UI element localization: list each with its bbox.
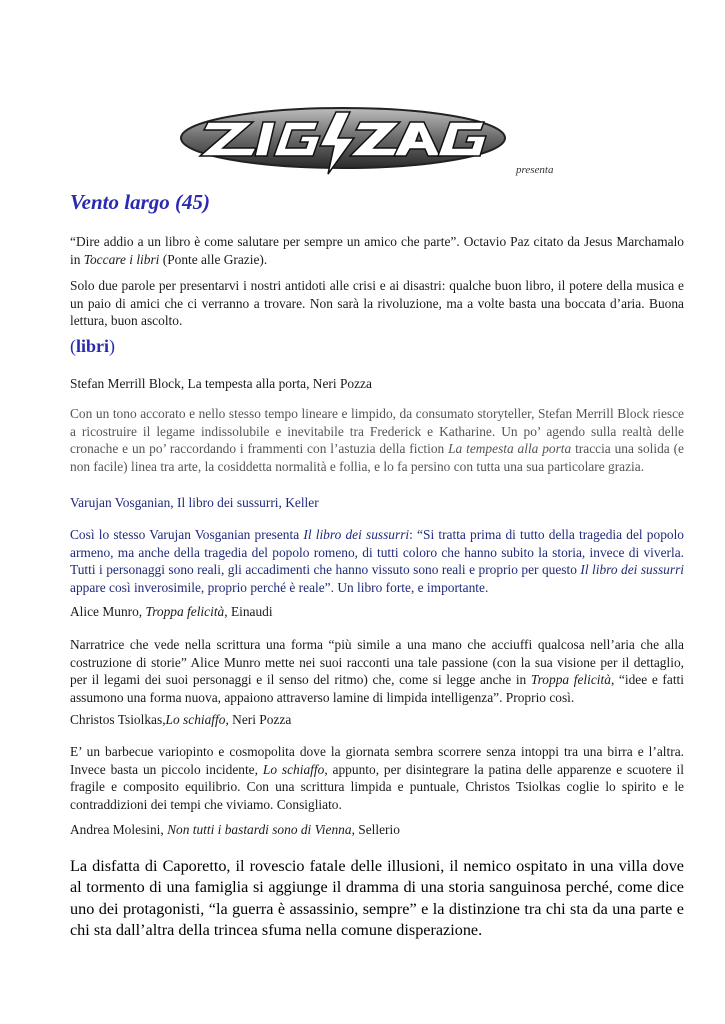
book-text-1-a: Con un tono accorato e nello stesso tempo lineare e limpido, da consumato storyteller, Stefan Merrill Block riesce a ricostruire il legame indissolubile e inevitabile tra Frederick e Katharine. Un po’ agendo sulla realtà delle cronache e un po’ raccordando i frammenti con l’astuzia della fiction — [70, 406, 684, 457]
title-close: ) — [203, 190, 211, 214]
book-text-4-a: E’ un barbecue variopinto e cosmopolita dove la giornata sembra scorrere senza intoppi tra una birra e l’altra. Invece basta un piccolo incidente, — [70, 744, 684, 777]
page-title — [70, 190, 210, 215]
book-ref-3-author: Alice Munro, — [70, 604, 146, 619]
book-text-2 — [70, 526, 684, 596]
book-ref-3-publisher: , Einaudi — [224, 604, 273, 619]
intro-paragraph: Solo due parole per presentarvi i nostri antidoti alle crisi e ai disastri: qualche buon libro, il potere della musica e un paio di amici che ci verranno a trovare. Non sarà la rivoluzione, ma a volte basta una boccata d’aria. Buona lettura, buon ascolto. — [70, 278, 684, 329]
title-main: Vento largo ( — [70, 190, 183, 214]
book-text-3-a: Narratrice che vede nella scrittura una forma “più simile a una mano che acciuffi qualcosa nell’aria che alla costruzione di storie” Alice Munro mette nei suoi racconti una tale passione (con la sua visione per il dettaglio, per il legami dei suoi personaggi e il senso del ritmo) che, come si legge anche in — [70, 637, 684, 688]
book-text-1-b: traccia una solida (e non facile) linea tra arte, la cosiddetta normalità e follia, e lo fa persino con tutta una sua particolare grazia. — [70, 441, 684, 474]
book-ref-5 — [70, 821, 400, 839]
intro-quote-book: Toccare i libri — [83, 251, 160, 267]
book-text-3-title: Troppa felicità — [530, 672, 611, 688]
book-ref-5-title: Non tutti i bastardi sono di Vienna — [167, 822, 352, 837]
book-text-2-a: Così lo stesso Varujan Vosganian presenta — [70, 527, 304, 542]
book-ref-2: Varujan Vosganian, Il libro dei sussurri, Keller — [70, 495, 319, 510]
book-text-2-c: appare così inverosimile, proprio perché è reale”. Un libro forte, e importante. — [70, 579, 489, 595]
book-ref-4-title: Lo schiaffo — [165, 712, 226, 727]
section-heading-libri — [70, 336, 115, 357]
zigzag-logo — [178, 104, 508, 178]
heading-open-paren: ( — [70, 336, 76, 356]
book-ref-4-author: Christos Tsiolkas, — [70, 712, 166, 727]
book-text-5: La disfatta di Caporetto, il rovescio fatale delle illusioni, il nemico ospitato in una villa dove al tormento di una famiglia si aggiunge il dramma di una storia sanguinosa perché, come dice uno dei protagonisti, “la guerra è assassinio, sempre” e la distinzione tra chi sta da una parte e chi sta dall’altra della trincea sfuma nella comune disperazione. — [70, 857, 684, 940]
book-ref-4-publisher: , Neri Pozza — [225, 712, 292, 727]
book-ref-5-publisher: , Sellerio — [351, 822, 400, 837]
book-text-3 — [70, 636, 684, 706]
zigzag-logo-graphic — [178, 104, 508, 178]
intro-quote — [70, 233, 684, 268]
book-ref-3-title: Troppa felicità — [145, 604, 225, 619]
book-text-4-b: , appunto, per disintegrare la patina delle apparenze e scuotere il fragile e composito equilibrio. Con una scrittura limpida e puntuale, Christos Tsiolkas coglie lo spirito e le contraddizioni dei tempi che viviamo. Consigliato. — [70, 761, 684, 812]
book-ref-3 — [70, 603, 273, 621]
book-text-1-title: La tempesta alla porta — [448, 441, 572, 457]
book-ref-1: Stefan Merrill Block, La tempesta alla porta, Neri Pozza — [70, 376, 372, 391]
book-text-2-b: : “Si tratta prima di tutto della tragedia del popolo armeno, ma anche della tragedia del popolo romeno, di tutti coloro che hanno subito la storia, invece di viverla. Tutti i personaggi sono reali, gli accadimenti che hanno vissuto sono reali e proprio per questo — [70, 527, 685, 578]
intro-quote-text: “Dire addio a un libro è come salutare per sempre un amico che parte”. Octavio Paz citato da Jesus Marchamalo in — [70, 234, 684, 267]
presenta-label: presenta — [516, 164, 554, 176]
book-text-2-title: Il libro dei sussurri — [303, 527, 410, 542]
book-ref-4 — [70, 711, 291, 729]
book-text-1 — [70, 405, 684, 475]
book-text-3-b: , “idee e fatti assumono una forma nuova, appaiono attraverso lamine di limpida intelligenza”. Proprio così. — [70, 672, 684, 705]
heading-label: libri — [76, 336, 110, 356]
book-text-4-title: Lo schiaffo — [262, 761, 325, 777]
book-text-4 — [70, 743, 684, 813]
book-ref-5-author: Andrea Molesini, — [70, 822, 168, 837]
book-text-2-title-2: Il libro dei sussurri — [580, 562, 684, 578]
heading-close-paren: ) — [109, 336, 116, 356]
title-number: 45 — [182, 190, 204, 214]
intro-quote-source: (Ponte alle Grazie). — [159, 251, 268, 267]
